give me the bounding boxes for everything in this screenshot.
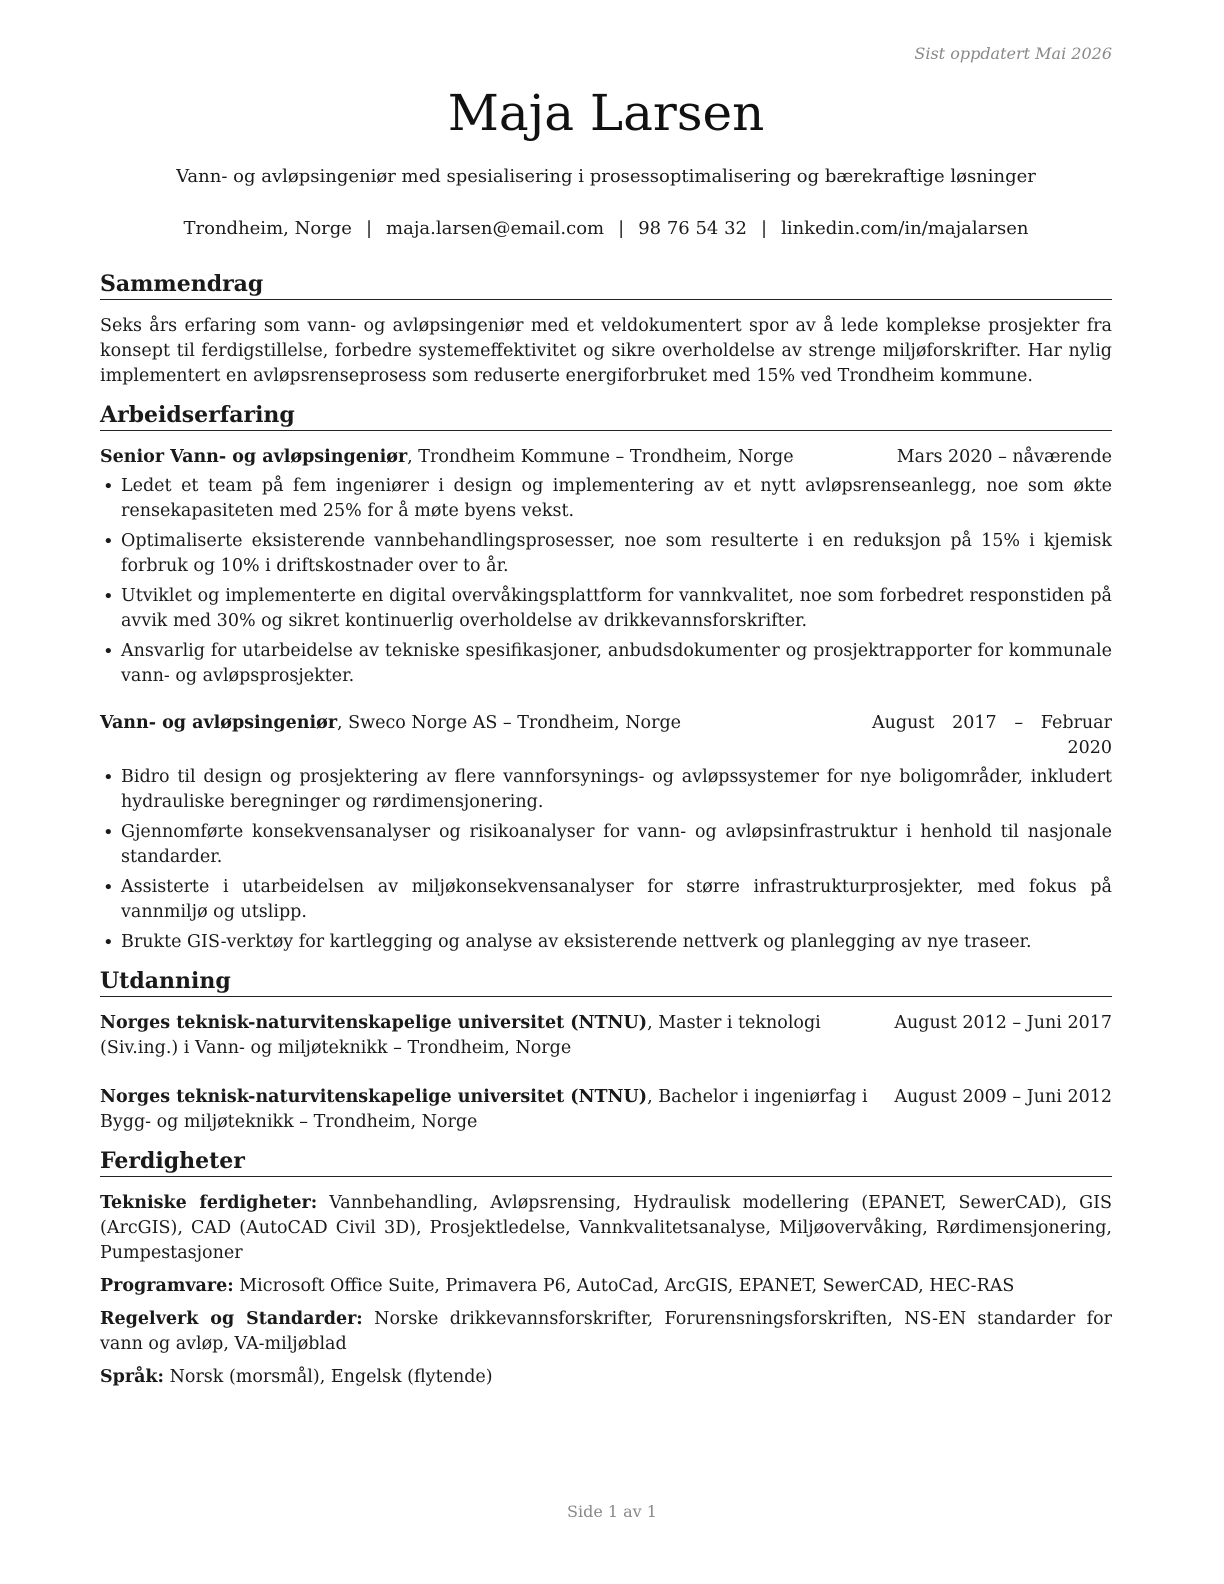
education-text (100, 1085, 894, 1135)
last-updated: Sist oppdatert Mai 2026 (914, 44, 1112, 63)
education-dates: August 2012 – Juni 2017 (894, 1013, 1112, 1033)
contact-line (100, 218, 1112, 239)
section-heading-summary: Sammendrag (100, 270, 1112, 300)
page-number: Side 1 av 1 (567, 1502, 657, 1521)
education-detail: , Master i teknologi (Siv.ing.) i Vann- og miljøteknikk – Trondheim, Norge (100, 1013, 821, 1058)
skill-text: Microsoft Office Suite, Primavera P6, AutoCad, ArcGIS, EPANET, SewerCAD, HEC-RAS (233, 1276, 1015, 1296)
education-school: Norges teknisk-naturvitenskapelige universitet (NTNU) (100, 1013, 648, 1033)
education-text (100, 1011, 894, 1061)
job-bullet: • Ansvarlig for utarbeidelse av tekniske spesifikasjoner, anbudsdokumenter og prosjektrapporter for kommunale vann- og avløpsprosjekter. (100, 639, 1112, 689)
experience-section (100, 401, 1112, 955)
job-bullets (100, 474, 1112, 689)
contact-phone: 98 76 54 32 (638, 218, 747, 239)
job-bullet: • Assisterte i utarbeidelsen av miljøkonsekvensanalyser for større infrastrukturprosjekter, med fokus på vannmiljø og utslipp. (100, 875, 1112, 925)
tagline: Vann- og avløpsingeniør med spesialisering i prosessoptimalisering og bærekraftige løsninger (176, 166, 1036, 187)
job-role: Senior Vann- og avløpsingeniør (100, 447, 408, 467)
job-org: , Sweco Norge AS – Trondheim, Norge (337, 713, 681, 733)
skill-text: Norsk (morsmål), Engelsk (flytende) (164, 1367, 493, 1387)
job-bullet: • Utviklet og implementerte en digital overvåkingsplattform for vannkvalitet, noe som forbedret responstiden på avvik med 30% og sikret kontinuerlig overholdelse av drikkevannsforskrifter. (100, 584, 1112, 634)
skill-label: Programvare: (100, 1276, 234, 1296)
job-entry (100, 445, 1112, 689)
section-heading-skills: Ferdigheter (100, 1147, 1112, 1177)
job-header (100, 445, 1112, 470)
summary-section (100, 270, 1112, 389)
contact-location: Trondheim, Norge (183, 218, 352, 239)
job-dates: August 2017 – Februar 2020 (872, 713, 1112, 758)
skills-section (100, 1147, 1112, 1390)
job-header (100, 711, 1112, 761)
candidate-name: Maja Larsen (447, 84, 765, 142)
contact-linkedin[interactable]: linkedin.com/in/majalarsen (781, 218, 1029, 239)
job-role: Vann- og avløpsingeniør (100, 713, 338, 733)
skill-group-technical (100, 1191, 1112, 1266)
contact-separator: | (761, 218, 768, 239)
education-dates: August 2009 – Juni 2012 (894, 1087, 1112, 1107)
education-entry (100, 1011, 1112, 1061)
job-bullet: • Brukte GIS-verktøy for kartlegging og analyse av eksisterende nettverk og planlegging av nye traseer. (100, 930, 1112, 955)
summary-text: Seks års erfaring som vann- og avløpsingeniør med et veldokumentert spor av å lede komplekse prosjekter fra konsept til ferdigstillelse, forbedre systemeffektivitet og sikre overholdelse av strenge miljøforskrifter. Har nylig implementert en avløpsrenseprosess som reduserte energiforbruket med 15% ved Trondheim kommune. (100, 316, 1112, 386)
section-heading-experience: Arbeidserfaring (100, 401, 1112, 431)
job-bullets (100, 765, 1112, 955)
job-org: , Trondheim Kommune – Trondheim, Norge (407, 447, 794, 467)
job-dates: Mars 2020 – nåværende (896, 447, 1112, 467)
skill-label: Regelverk og Standarder: (100, 1309, 363, 1329)
job-bullet: • Gjennomførte konsekvensanalyser og risikoanalyser for vann- og avløpsinfrastruktur i henhold til nasjonale standarder. (100, 820, 1112, 870)
resume-body (100, 270, 1112, 1402)
skill-label: Språk: (100, 1367, 165, 1387)
skill-label: Tekniske ferdigheter: (100, 1193, 318, 1213)
education-detail: , Bachelor i ingeniørfag i Bygg- og miljøteknikk – Trondheim, Norge (100, 1087, 868, 1132)
skill-group-languages (100, 1365, 1112, 1390)
skill-text: Vannbehandling, Avløpsrensing, Hydraulisk modellering (EPANET, SewerCAD), GIS (ArcGIS), CAD (AutoCAD Civil 3D), Prosjektledelse, Vannkvalitetsanalyse, Miljøovervåking, Rørdimensjonering, Pumpestasjoner (100, 1193, 1112, 1263)
job-title-line (100, 445, 897, 470)
skill-group-regulations (100, 1307, 1112, 1357)
contact-separator: | (618, 218, 625, 239)
skill-group-software (100, 1274, 1112, 1299)
contact-separator: | (365, 218, 373, 239)
job-entry (100, 711, 1112, 955)
job-bullet: • Ledet et team på fem ingeniører i design og implementering av et nytt avløpsrenseanlegg, noe som økte rensekapasiteten med 25% for å møte byens vekst. (100, 474, 1112, 524)
job-bullet: • Optimaliserte eksisterende vannbehandlingsprosesser, noe som resulterte i en reduksjon på 15% i kjemisk forbruk og 10% i driftskostnader over to år. (100, 529, 1112, 579)
section-heading-education: Utdanning (100, 967, 1112, 997)
skill-text: Norske drikkevannsforskrifter, Forurensningsforskriften, NS-EN standarder for vann og avløp, VA-miljøblad (100, 1309, 1112, 1354)
job-title-line (100, 711, 872, 736)
education-school: Norges teknisk-naturvitenskapelige universitet (NTNU) (100, 1087, 648, 1107)
education-section (100, 967, 1112, 1135)
education-entry (100, 1085, 1112, 1135)
contact-email[interactable]: maja.larsen@email.com (386, 218, 605, 239)
job-bullet: • Bidro til design og prosjektering av flere vannforsynings- og avløpssystemer for nye boligområder, inkludert hydrauliske beregninger og rørdimensjonering. (100, 765, 1112, 815)
